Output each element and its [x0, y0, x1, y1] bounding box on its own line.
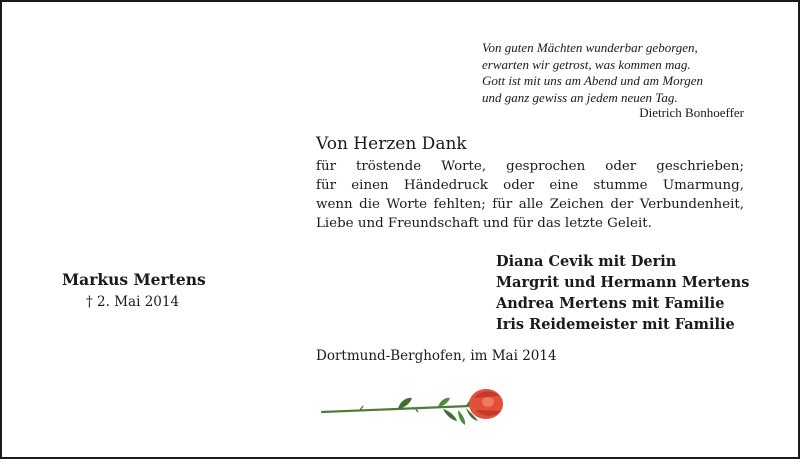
- family-member: Diana Cevik mit Derin: [496, 253, 677, 270]
- thanks-line: für tröstende Worte, gesprochen oder geschrieben;: [316, 159, 744, 174]
- family-list: [496, 251, 749, 335]
- deceased-name: Markus Mertens: [62, 270, 206, 289]
- thanks-text: [316, 157, 744, 233]
- death-date: † 2. Mai 2014: [86, 294, 180, 310]
- poem-author: Dietrich Bonhoeffer: [639, 105, 744, 120]
- family-member: Margrit und Hermann Mertens: [496, 274, 750, 291]
- poem-line: erwarten wir getrost, was kommen mag.: [482, 56, 691, 72]
- family-member: Andrea Mertens mit Familie: [496, 295, 725, 312]
- thanks-line: für einen Händedruck oder eine stumme Umarmung,: [316, 178, 744, 193]
- rose-icon: [320, 384, 510, 430]
- family-member: Iris Reidemeister mit Familie: [496, 316, 735, 333]
- place-date: Dortmund-Berghofen, im Mai 2014: [316, 348, 557, 364]
- poem-line: und ganz gewiss an jedem neuen Tag.: [482, 89, 678, 105]
- thanks-heading: Von Herzen Dank: [316, 134, 467, 154]
- thanks-line: wenn die Worte fehlten; für alle Zeichen der Verbundenheit,: [316, 197, 744, 212]
- thanks-line: Liebe und Freundschaft und für das letzte Geleit.: [316, 216, 652, 231]
- poem-line: Gott ist mit uns am Abend und am Morgen: [482, 73, 703, 88]
- poem: [482, 40, 752, 106]
- poem-line: Von guten Mächten wunderbar geborgen,: [482, 40, 698, 55]
